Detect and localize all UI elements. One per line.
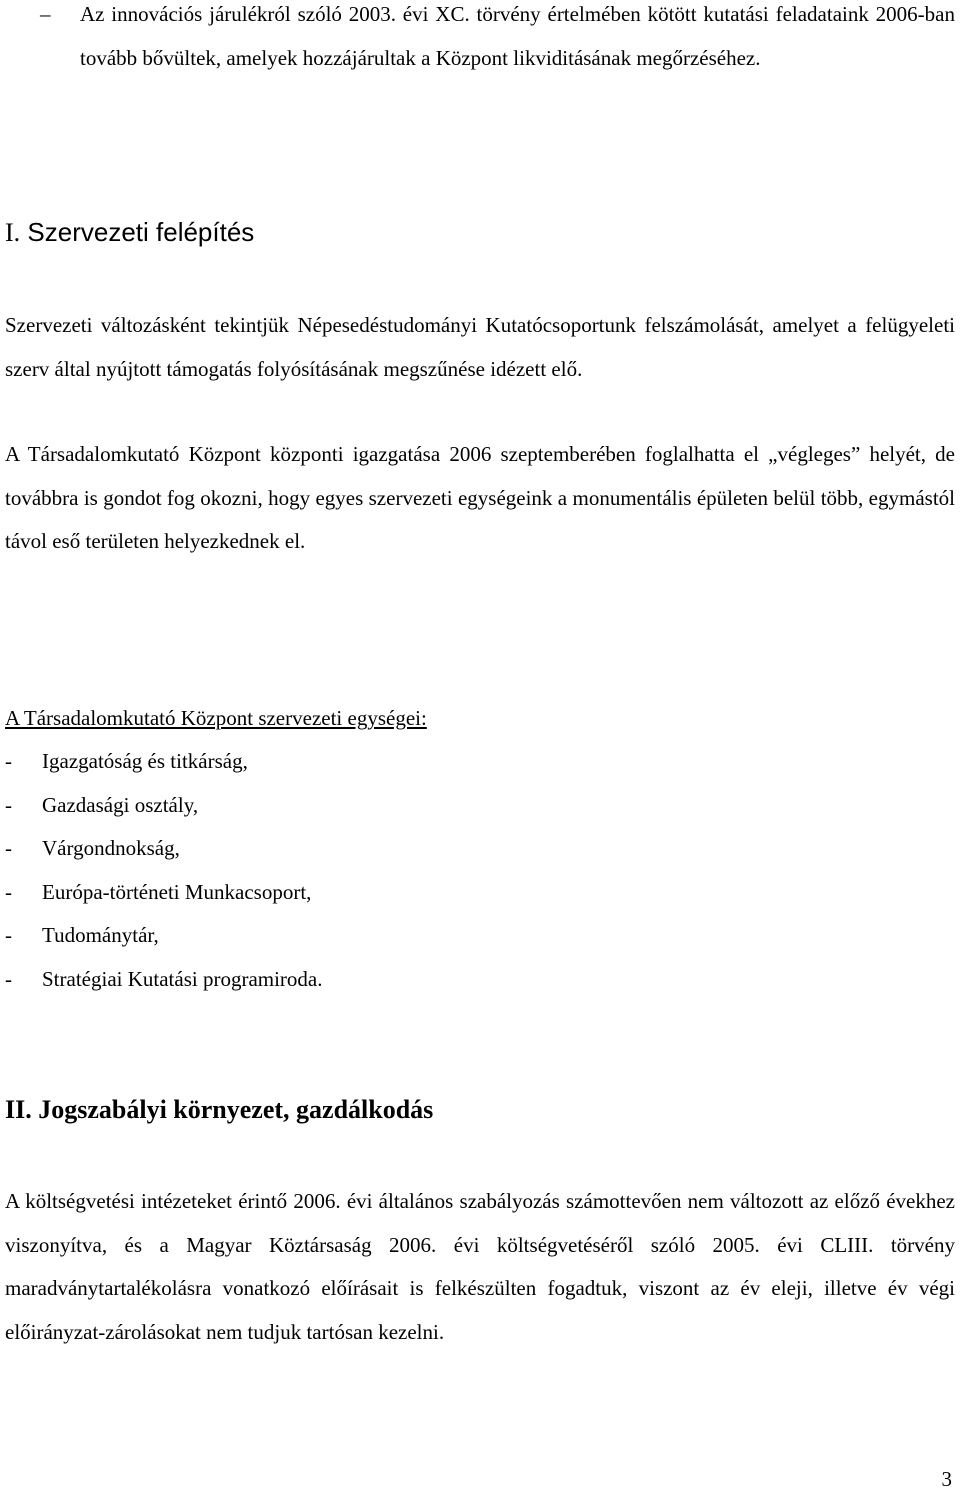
list-dash: - [5,879,12,904]
list-item [5,740,323,784]
intro-bullet-paragraph [5,0,955,80]
list-dash: - [5,836,12,860]
section-1-paragraph-1: Szervezeti változásként tekintjük Népesedéstudományi Kutatócsoportunk felszámolását, amelyet a felügyeleti szerv által nyújtott támogatás folyósításának megszűnése idézett elő. [5,313,955,381]
list-item [5,784,323,828]
bullet-dash: – [40,2,51,26]
list-item [5,914,323,958]
section-1-title: Szervezeti felépítés [27,217,255,247]
intro-bullet-text: Az innovációs járulékról szóló 2003. évi XC. törvény értelmében kötött kutatási feladataink 2006-ban tovább bővültek, amelyek hozzájárultak a Központ likviditásának megőrzéséhez. [80,2,955,70]
list-dash: - [5,792,12,817]
list-item-label: Stratégiai Kutatási programiroda. [42,966,323,991]
list-dash: - [5,749,12,773]
units-list [5,740,323,1001]
section-2-paragraph-1: A költségvetési intézeteket érintő 2006. évi általános szabályozás számottevően nem változott az előző évekhez viszonyítva, és a Magyar Köztársaság 2006. évi költségvetéséről szóló 2005. évi CLIII. törvény maradványtartalékolásra vonatkozó előírásait is felkészülten fogadtuk, viszont az év eleji, illetve év végi előirányzat-zárolásokat nem tudjuk tartósan kezelni. [5,1189,955,1344]
list-item-label: Igazgatóság és titkárság, [42,749,248,773]
list-item-label: Gazdasági osztály, [42,792,199,817]
section-1-number: I. [5,218,21,247]
list-dash: - [5,923,12,947]
list-dash: - [5,966,12,991]
section-1-heading [5,215,254,250]
list-item [5,827,323,871]
list-item-label: Tudománytár, [42,923,159,947]
list-item [5,871,323,915]
page-number: 3 [941,1467,952,1491]
section-1-paragraph-2: A Társadalomkutató Központ központi igazgatása 2006 szeptemberében foglalhatta el „végleges” helyét, de továbbra is gondot fog okozni, hogy egyes szervezeti egységeink a monumentális épületen belül több, egymástól távol eső területen helyezkednek el. [5,442,955,553]
section-2-heading: II. Jogszabályi környezet, gazdálkodás [5,1095,434,1124]
units-list-title-text: A Társadalomkutató Központ szervezeti egységei: [5,706,427,730]
list-item-label: Európa-történeti Munkacsoport, [42,879,312,904]
list-item [5,958,323,1002]
units-list-title [5,697,955,741]
list-item-label: Várgondnokság, [42,836,180,860]
